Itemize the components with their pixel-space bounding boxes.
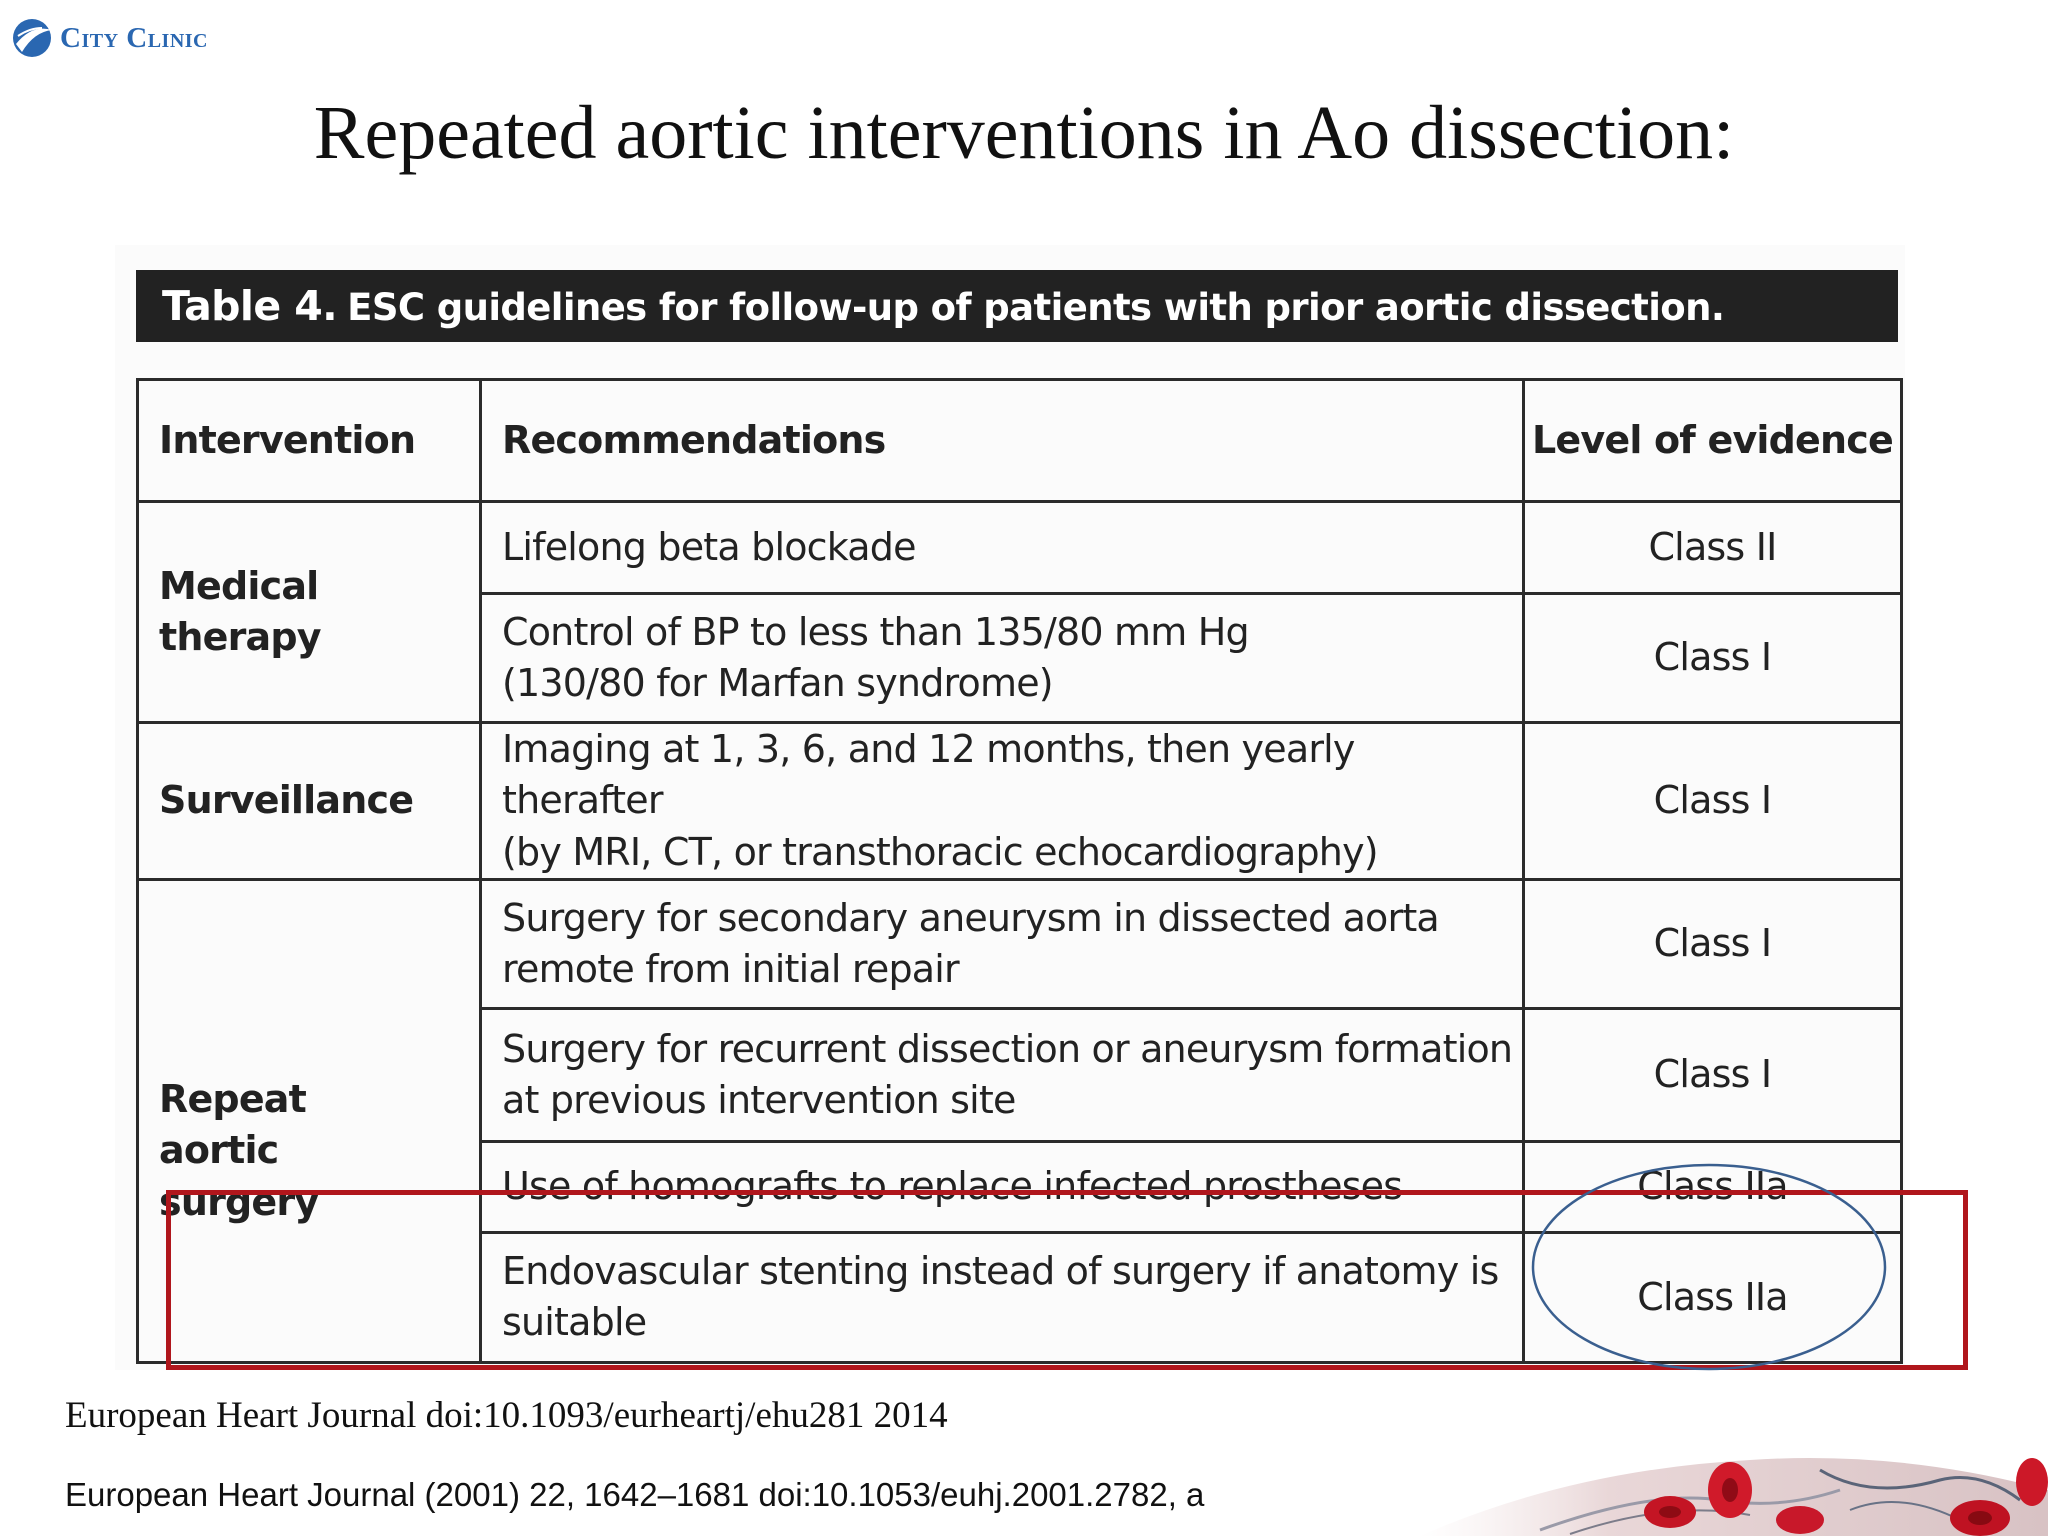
level-cell: Class IIa bbox=[1524, 1141, 1902, 1232]
level-cell: Class I bbox=[1524, 723, 1902, 880]
red-blood-cells-vessel-icon bbox=[1420, 1430, 2048, 1536]
table-row bbox=[138, 723, 1902, 880]
header-recommendations: Recommendations bbox=[481, 380, 1524, 502]
group-repeat-aortic-surgery-label: Repeat aortic surgery bbox=[159, 1076, 319, 1224]
table-caption bbox=[136, 270, 1898, 342]
logo-text: City Clinic bbox=[60, 21, 208, 54]
reference-2: European Heart Journal (2001) 22, 1642–1681 doi:10.1053/euhj.2001.2782, a bbox=[65, 1476, 1205, 1513]
table-caption-lead: Table 4. bbox=[162, 282, 338, 330]
group-medical-therapy: Medical therapy bbox=[138, 502, 481, 723]
slide-title: Repeated aortic interventions in Ao dissection: bbox=[313, 91, 1735, 175]
recommendation-cell: Control of BP to less than 135/80 mm Hg (130/80 for Marfan syndrome) bbox=[481, 594, 1524, 723]
recommendation-cell: Lifelong beta blockade bbox=[481, 502, 1524, 594]
level-cell: Class II bbox=[1524, 502, 1902, 594]
header-level-of-evidence: Level of evidence bbox=[1524, 380, 1902, 502]
city-clinic-logo bbox=[8, 14, 208, 62]
header-intervention: Intervention bbox=[138, 380, 481, 502]
table-caption-text: ESC guidelines for follow-up of patients with prior aortic dissection. bbox=[347, 286, 1725, 329]
recommendation-cell: Endovascular stenting instead of surgery if anatomy is suitable bbox=[481, 1232, 1524, 1362]
level-cell: Class I bbox=[1524, 1008, 1902, 1141]
table-row bbox=[138, 502, 1902, 594]
recommendation-cell: Imaging at 1, 3, 6, and 12 months, then yearly therafter (by MRI, CT, or transthoracic echocardiography) bbox=[481, 723, 1524, 880]
table-header-row bbox=[138, 380, 1902, 502]
level-cell: Class IIa bbox=[1524, 1232, 1902, 1362]
recommendation-cell: Surgery for recurrent dissection or aneurysm formation at previous intervention site bbox=[481, 1008, 1524, 1141]
recommendation-cell: Surgery for secondary aneurysm in dissected aorta remote from initial repair bbox=[481, 879, 1524, 1008]
globe-swoosh-icon bbox=[8, 14, 56, 62]
group-surveillance: Surveillance bbox=[138, 723, 481, 880]
level-cell: Class I bbox=[1524, 594, 1902, 723]
recommendation-cell: Use of homografts to replace infected prostheses bbox=[481, 1141, 1524, 1232]
table-row bbox=[138, 879, 1902, 1008]
level-cell: Class I bbox=[1524, 879, 1902, 1008]
highlight-ellipse-icon bbox=[1528, 1160, 1890, 1374]
reference-1: European Heart Journal doi:10.1093/eurheartj/ehu281 2014 bbox=[65, 1395, 948, 1436]
